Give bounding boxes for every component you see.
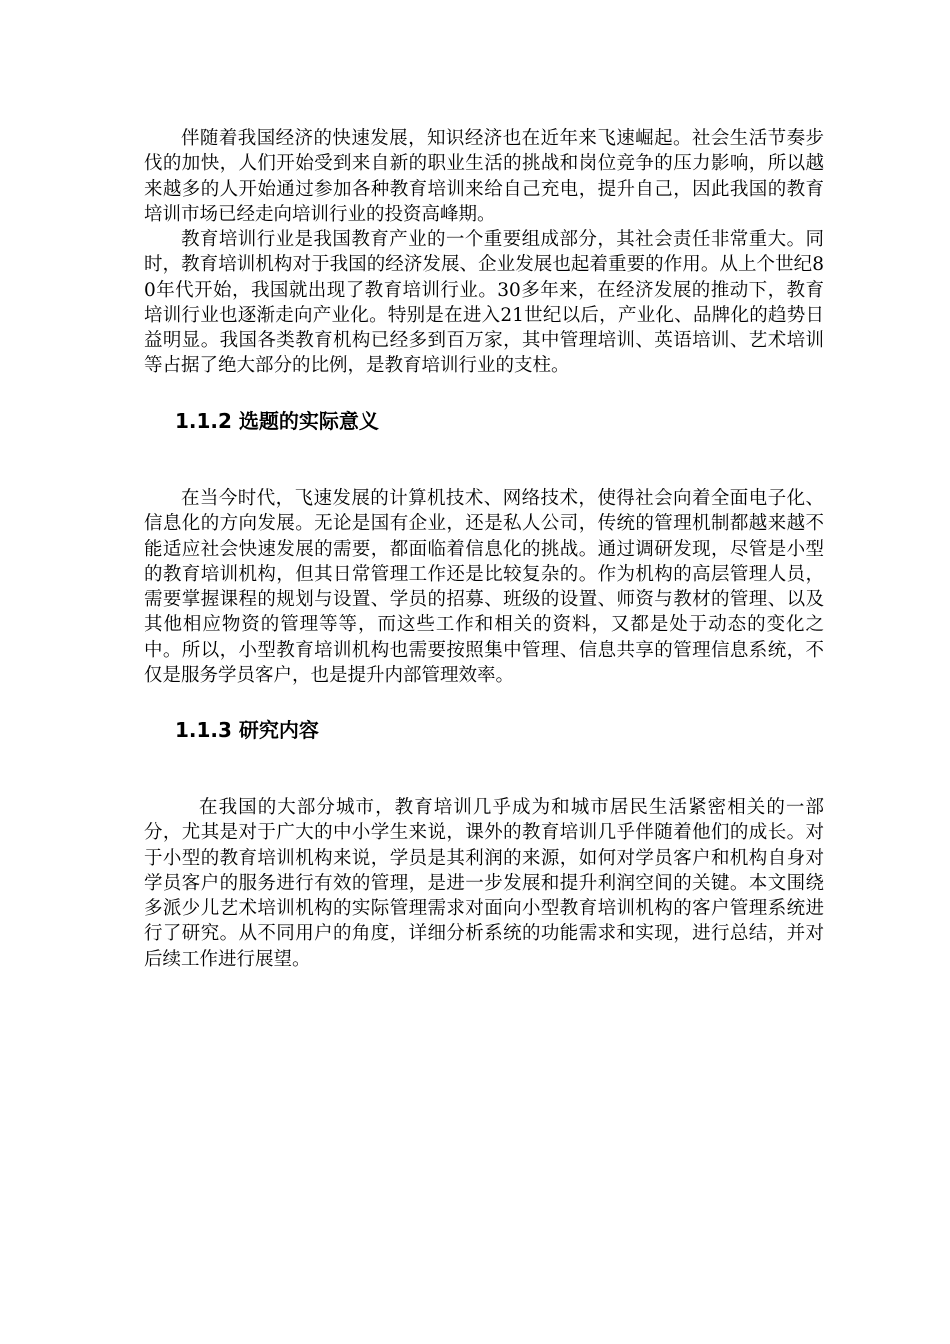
paragraph-background-industry: 教育培训行业是我国教育产业的一个重要组成部分，其社会责任非常重大。同时，教育培训机构对于我国的经济发展、企业发展也起着重要的作用。从上个世纪80年代开始，我国就出现了教育培训行业。30多年来，在经济发展的推动下，教育培训行业也逐渐走向产业化。特别是在进入21世纪以后，产业化、品牌化的趋势日益明显。我国各类教育机构已经多到百万家，其中管理培训、英语培训、艺术培训等占据了绝大部分的比例，是教育培训行业的支柱。 xyxy=(144,229,824,377)
paragraph-significance: 在当今时代，飞速发展的计算机技术、网络技术，使得社会向着全面电子化、信息化的方向发展。无论是国有企业，还是私人公司，传统的管理机制都越来越不能适应社会快速发展的需要，都面临着信息化的挑战。通过调研发现，尽管是小型的教育培训机构，但其日常管理工作还是比较复杂的。作为机构的高层管理人员，需要掌握课程的规划与设置、学员的招募、班级的设置、师资与教材的管理、以及其他相应物资的管理等等，而这些工作和相关的资料，又都是处于动态的变化之中。所以，小型教育培训机构也需要按照集中管理、信息共享的管理信息系统，不仅是服务学员客户，也是提升内部管理效率。 xyxy=(144,488,824,687)
section-heading-significance: 1.1.2 选题的实际意义 xyxy=(175,409,379,433)
paragraph-background-economy: 伴随着我国经济的快速发展，知识经济也在近年来飞速崛起。社会生活节奏步伐的加快，人们开始受到来自新的职业生活的挑战和岗位竞争的压力影响，所以越来越多的人开始通过参加各种教育培训来给自己充电，提升自己，因此我国的教育培训市场已经走向培训行业的投资高峰期。 xyxy=(144,128,824,225)
paragraph-research-content: 在我国的大部分城市，教育培训几乎成为和城市居民生活紧密相关的一部分，尤其是对于广大的中小学生来说，课外的教育培训几乎伴随着他们的成长。对于小型的教育培训机构来说，学员是其利润的来源，如何对学员客户和机构自身对学员客户的服务进行有效的管理，是进一步发展和提升利润空间的关键。本文围绕多派少儿艺术培训机构的实际管理需求对面向小型教育培训机构的客户管理系统进行了研究。从不同用户的角度，详细分析系统的功能需求和实现，进行总结，并对后续工作进行展望。 xyxy=(144,797,824,970)
section-heading-research-content: 1.1.3 研究内容 xyxy=(175,718,319,742)
